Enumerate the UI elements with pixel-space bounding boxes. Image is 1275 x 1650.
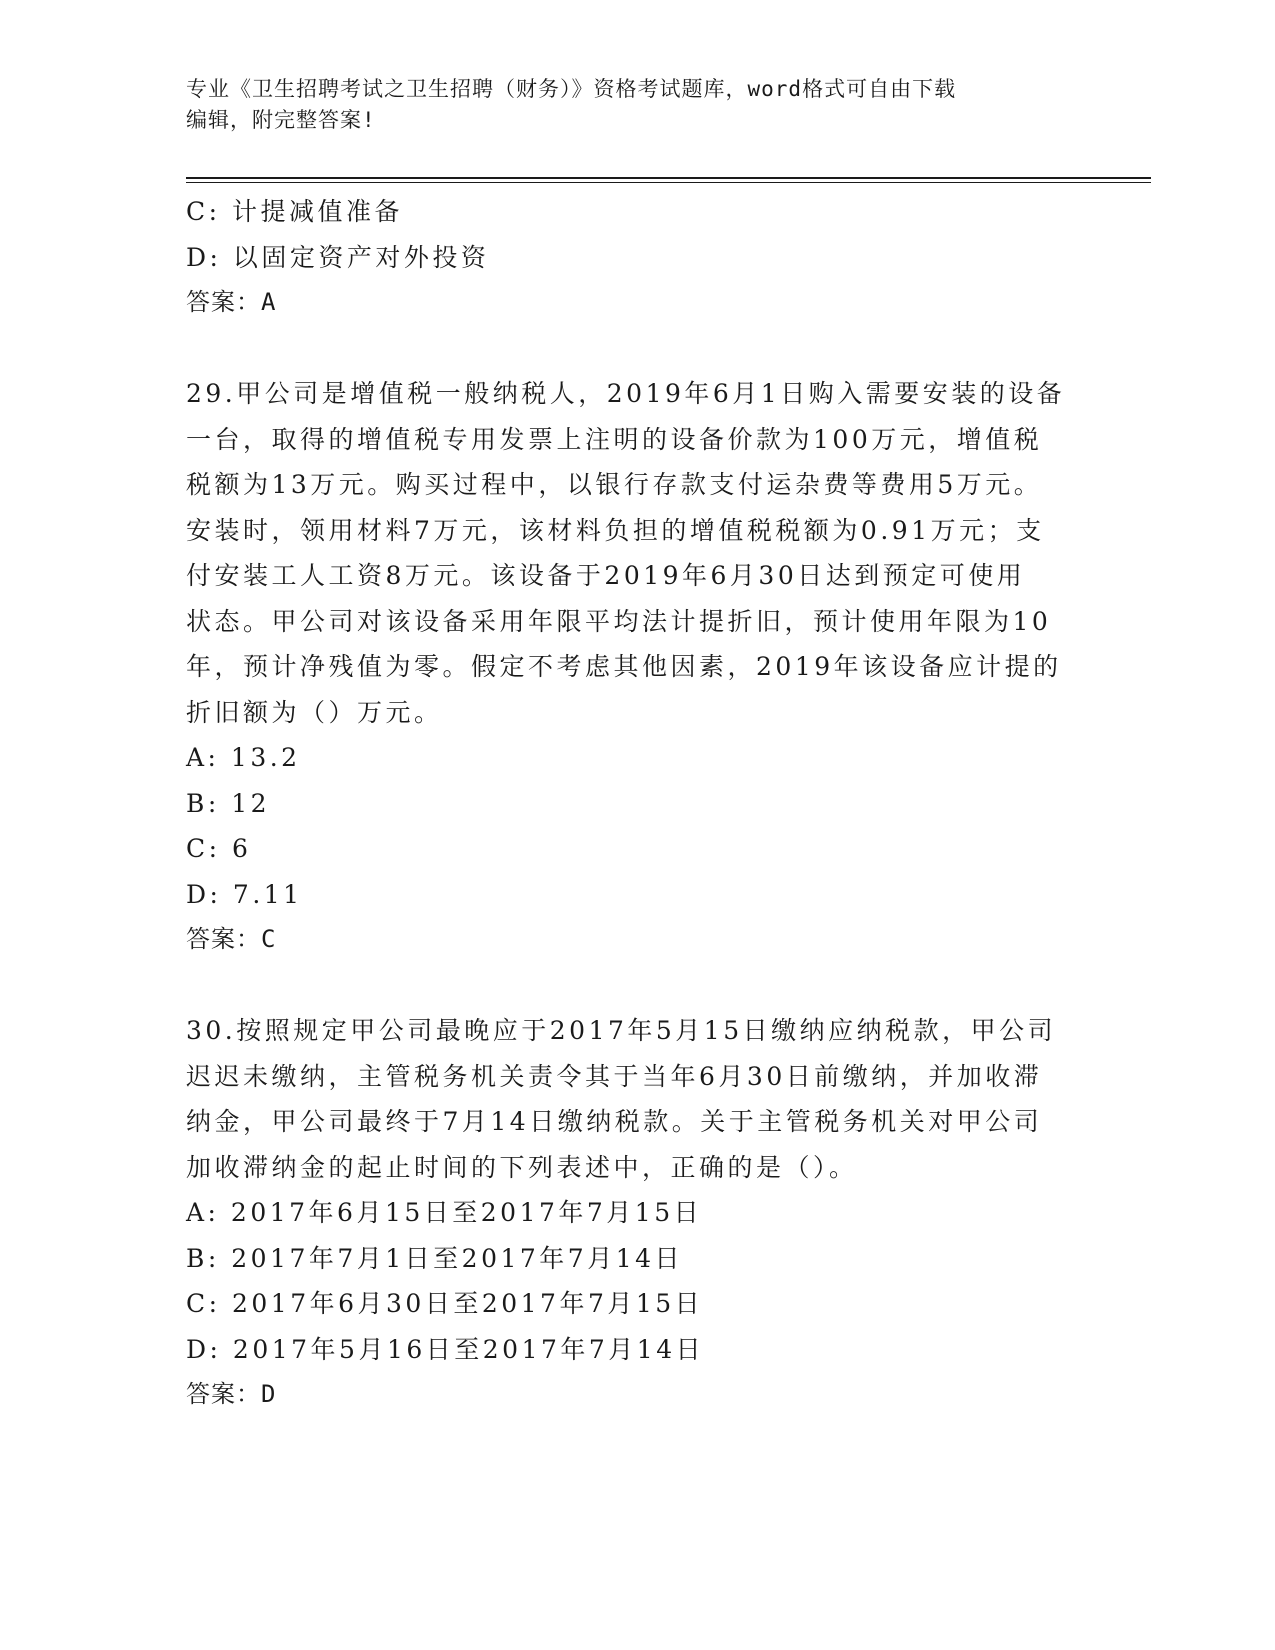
question-stem-line: 纳金，甲公司最终于7月14日缴纳税款。关于主管税务机关对甲公司 — [186, 1107, 1043, 1136]
option-c: C: 计提减值准备 — [186, 197, 403, 226]
question-stem-line: 一台，取得的增值税专用发票上注明的设备价款为100万元，增值税 — [186, 424, 1043, 454]
option-d: D: 2017年5月16日至2017年7月14日 — [186, 1334, 705, 1364]
question-stem-line: 加收滞纳金的起止时间的下列表述中，正确的是（）。 — [186, 1152, 858, 1182]
option-b: B: 2017年7月1日至2017年7月14日 — [186, 1243, 684, 1273]
question-29 — [186, 371, 1086, 963]
option-d: D: 7.11 — [186, 879, 303, 909]
question-stem-line: 折旧额为（）万元。 — [186, 697, 443, 727]
option-d: D: 以固定资产对外投资 — [186, 242, 490, 272]
option-a: A: 13.2 — [186, 743, 301, 772]
document-body — [186, 189, 1086, 1418]
question-stem-line: 29.甲公司是增值税一般纳税人，2019年6月1日购入需要安装的设备 — [186, 379, 1066, 408]
previous-question-tail — [186, 189, 1086, 326]
answer-line: 答案：C — [186, 925, 277, 953]
question-stem-line: 30.按照规定甲公司最晚应于2017年5月15日缴纳应纳税款，甲公司 — [186, 1016, 1057, 1045]
header-line-2: 编辑，附完整答案! — [186, 108, 376, 132]
page-header — [186, 74, 1066, 136]
question-stem-line: 状态。甲公司对该设备采用年限平均法计提折旧，预计使用年限为10 — [186, 606, 1052, 636]
answer-line: 答案：D — [186, 1380, 277, 1408]
spacer — [186, 963, 1086, 1009]
option-c: C: 6 — [186, 834, 252, 863]
option-b: B: 12 — [186, 788, 271, 818]
question-stem-line: 年，预计净残值为零。假定不考虑其他因素，2019年该设备应计提的 — [186, 652, 1062, 681]
question-stem-line: 税额为13万元。购买过程中，以银行存款支付运杂费等费用5万元。 — [186, 470, 1043, 499]
option-a: A: 2017年6月15日至2017年7月15日 — [186, 1198, 703, 1227]
question-stem-line: 安装时，领用材料7万元，该材料负担的增值税税额为0.91万元；支 — [186, 515, 1045, 545]
question-30 — [186, 1008, 1086, 1418]
header-rule-secondary — [186, 182, 1151, 183]
option-c: C: 2017年6月30日至2017年7月15日 — [186, 1289, 704, 1318]
question-stem-line: 迟迟未缴纳，主管税务机关责令其于当年6月30日前缴纳，并加收滞 — [186, 1061, 1043, 1091]
header-line-1: 专业《卫生招聘考试之卫生招聘（财务）》资格考试题库，word格式可自由下载 — [186, 77, 957, 101]
answer-line: 答案：A — [186, 288, 277, 316]
header-rule — [186, 177, 1151, 179]
question-stem-line: 付安装工人工资8万元。该设备于2019年6月30日达到预定可使用 — [186, 561, 1026, 590]
spacer — [186, 326, 1086, 372]
